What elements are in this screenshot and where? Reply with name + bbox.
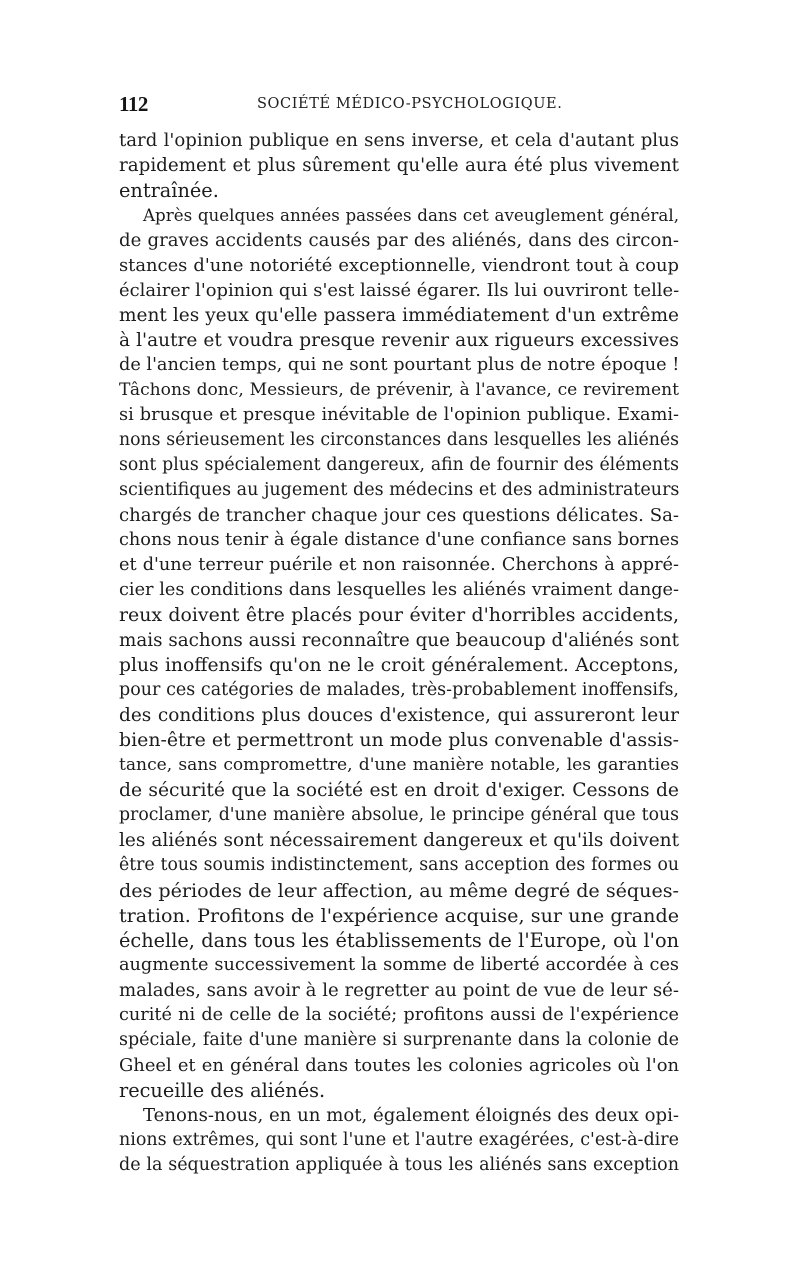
- text-line: de l'ancien temps, qui ne sont pourtant plus de notre époque !: [119, 355, 679, 375]
- text-line: plus inoffensifs qu'on ne le croit généralement. Acceptons,: [119, 655, 679, 676]
- text-line: bien-être et permettront un mode plus convenable d'assis-: [119, 729, 679, 751]
- text-line: Gheel et en général dans toutes les colonies agricoles où l'on: [119, 1055, 679, 1076]
- text-line: proclamer, d'une manière absolue, le principe général que tous: [119, 805, 679, 825]
- text-line: recueille des aliénés.: [119, 1079, 326, 1102]
- text-line: nions extrêmes, qui sont l'une et l'autre exagérées, c'est-à-dire: [119, 1130, 679, 1150]
- text-line: entraînée.: [119, 179, 219, 202]
- text-line: de graves accidents causés par des aliénés, dans des circon-: [119, 230, 679, 251]
- text-line: curité ni de celle de la société; profitons aussi de l'expérience: [119, 1005, 679, 1025]
- text-line: à l'autre et voudra presque revenir aux rigueurs excessives: [119, 330, 679, 351]
- body-text: [119, 128, 679, 1178]
- page-header: [119, 92, 679, 118]
- text-line: tance, sans compromettre, d'une manière notable, les garanties: [119, 755, 679, 775]
- text-line: les aliénés sont nécessairement dangereux et qu'ils doivent: [119, 830, 679, 851]
- text-line: sont plus spécialement dangereux, afin de fournir des éléments: [119, 455, 679, 475]
- text-line: mais sachons aussi reconnaître que beaucoup d'aliénés sont: [119, 630, 679, 651]
- text-line: nons sérieusement les circonstances dans lesquelles les aliénés: [119, 430, 679, 450]
- text-line: tard l'opinion publique en sens inverse, et cela d'autant plus: [119, 130, 679, 151]
- text-line: rapidement et plus sûrement qu'elle aura été plus vivement: [119, 155, 679, 176]
- text-line: pour ces catégories de malades, très-probablement inoffensifs,: [119, 680, 679, 700]
- text-line: stances d'une notoriété exceptionnelle, viendront tout à coup: [119, 255, 679, 276]
- text-line: scientifiques au jugement des médecins et des administrateurs: [119, 480, 679, 500]
- running-title: SOCIÉTÉ MÉDICO-PSYCHOLOGIQUE.: [257, 96, 563, 112]
- text-line: échelle, dans tous les établissements de l'Europe, où l'on: [119, 929, 679, 952]
- text-line: spéciale, faite d'une manière si surprenante dans la colonie de: [119, 1030, 679, 1050]
- text-line: malades, sans avoir à le regretter au point de vue de leur sé-: [119, 980, 679, 1001]
- text-line: ment les yeux qu'elle passera immédiatement d'un extrême: [119, 305, 679, 326]
- text-line: des périodes de leur affection, au même degré de séques-: [119, 879, 679, 902]
- text-line: des conditions plus douces d'existence, qui assureront leur: [119, 705, 679, 726]
- text-line: reux doivent être placés pour éviter d'horribles accidents,: [119, 604, 679, 626]
- text-line: Tâchons donc, Messieurs, de prévenir, à l'avance, ce revirement: [119, 380, 679, 400]
- text-line: et d'une terreur puérile et non raisonnée. Cherchons à appré-: [119, 555, 679, 575]
- text-line: cier les conditions dans lesquelles les aliénés vraiment dange-: [119, 580, 679, 600]
- text-line: de sécurité que la société est en droit d'exiger. Cessons de: [119, 780, 679, 801]
- text-line: éclairer l'opinion qui s'est laissé égarer. Ils lui ouvriront telle-: [119, 280, 679, 301]
- text-line: chons nous tenir à égale distance d'une confiance sans bornes: [119, 530, 679, 550]
- text-line: augmente successivement la somme de liberté accordée à ces: [119, 955, 679, 975]
- paragraph-start-line: Après quelques années passées dans cet aveuglement général,: [143, 205, 679, 225]
- text-line: être tous soumis indistinctement, sans acception des formes ou: [119, 855, 679, 875]
- paragraph-start-line: Tenons-nous, en un mot, également éloignés des deux opi-: [143, 1105, 679, 1126]
- text-line: chargés de trancher chaque jour ces questions délicates. Sa-: [119, 505, 679, 526]
- text-line: tration. Profitons de l'expérience acquise, sur une grande: [119, 904, 679, 927]
- page-number: 112: [119, 92, 148, 116]
- text-line: de la séquestration appliquée à tous les aliénés sans exception: [119, 1155, 679, 1175]
- text-line: si brusque et presque inévitable de l'opinion publique. Exami-: [119, 405, 679, 425]
